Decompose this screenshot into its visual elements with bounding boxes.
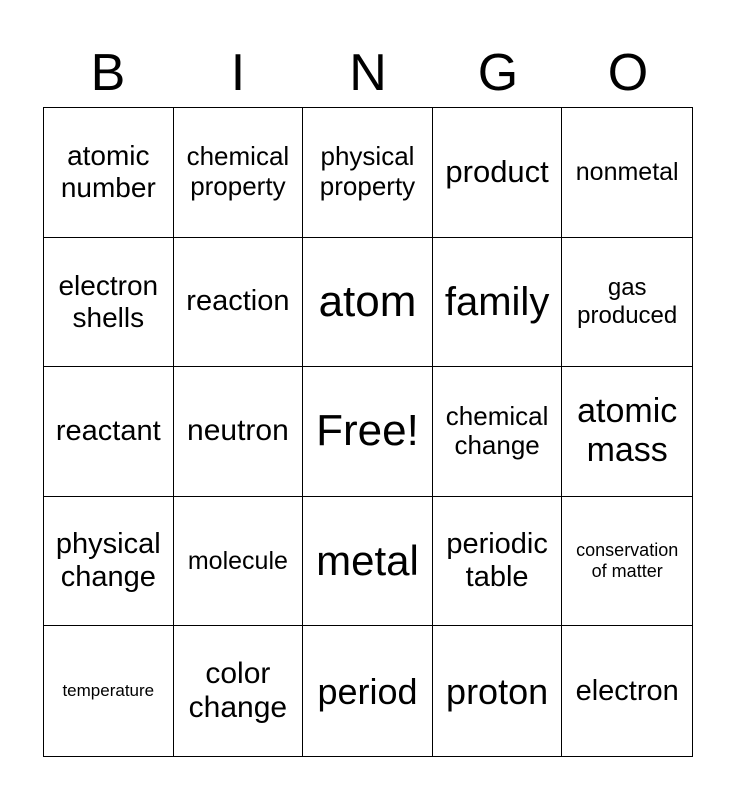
- cell-label: proton: [446, 670, 549, 712]
- bingo-cell[interactable]: [44, 238, 174, 368]
- free-space-cell[interactable]: [303, 367, 433, 497]
- bingo-cell[interactable]: [433, 367, 563, 497]
- bingo-card: [43, 107, 693, 757]
- bingo-cell[interactable]: [562, 108, 692, 238]
- header-letter-n: N: [349, 44, 387, 102]
- bingo-cell[interactable]: [303, 497, 433, 627]
- bingo-cell[interactable]: [433, 108, 563, 238]
- header-letter-g: G: [477, 44, 519, 102]
- cell-label: molecule: [187, 546, 288, 575]
- bingo-cell[interactable]: [303, 626, 433, 756]
- bingo-cell[interactable]: [44, 626, 174, 756]
- cell-label: product: [445, 154, 549, 190]
- bingo-cell[interactable]: [174, 238, 304, 368]
- header-letter-b: B: [90, 44, 126, 102]
- cell-label: reactant: [55, 414, 161, 447]
- cell-label: physical change: [55, 527, 161, 594]
- cell-label: gas produced: [577, 274, 678, 329]
- cell-label: chemical property: [186, 141, 290, 202]
- bingo-cell[interactable]: [44, 497, 174, 627]
- cell-label: family: [444, 279, 550, 324]
- bingo-cell[interactable]: [174, 108, 304, 238]
- bingo-cell[interactable]: [433, 626, 563, 756]
- cell-label: physical property: [319, 141, 416, 202]
- bingo-cell[interactable]: [174, 367, 304, 497]
- cell-label: period: [317, 670, 418, 712]
- bingo-cell[interactable]: [44, 108, 174, 238]
- cell-label: metal: [316, 536, 419, 584]
- bingo-cell[interactable]: [303, 108, 433, 238]
- cell-label: chemical change: [445, 400, 549, 461]
- cell-label: atom: [318, 276, 417, 326]
- cell-label: atomic number: [60, 140, 156, 204]
- cell-label: color change: [188, 656, 288, 725]
- cell-label: electron shells: [58, 269, 159, 333]
- bingo-cell[interactable]: [433, 238, 563, 368]
- bingo-cell[interactable]: [433, 497, 563, 627]
- cell-label: conservation of matter: [576, 540, 679, 582]
- cell-label: atomic mass: [577, 392, 678, 470]
- cell-label: temperature: [62, 681, 155, 701]
- bingo-cell[interactable]: [562, 367, 692, 497]
- cell-label: nonmetal: [575, 157, 679, 186]
- header-letter-o: O: [607, 44, 649, 102]
- bingo-cell[interactable]: [303, 238, 433, 368]
- cell-label: neutron: [187, 414, 289, 448]
- header-letter-i: I: [230, 44, 246, 102]
- bingo-cell[interactable]: [44, 367, 174, 497]
- bingo-cell[interactable]: [562, 497, 692, 627]
- free-space-label: Free!: [316, 406, 419, 456]
- bingo-header: [43, 38, 693, 108]
- cell-label: electron: [575, 674, 679, 707]
- cell-label: reaction: [186, 285, 290, 318]
- bingo-cell[interactable]: [562, 238, 692, 368]
- cell-label: periodic table: [446, 527, 548, 594]
- bingo-cell[interactable]: [562, 626, 692, 756]
- bingo-cell[interactable]: [174, 626, 304, 756]
- bingo-cell[interactable]: [174, 497, 304, 627]
